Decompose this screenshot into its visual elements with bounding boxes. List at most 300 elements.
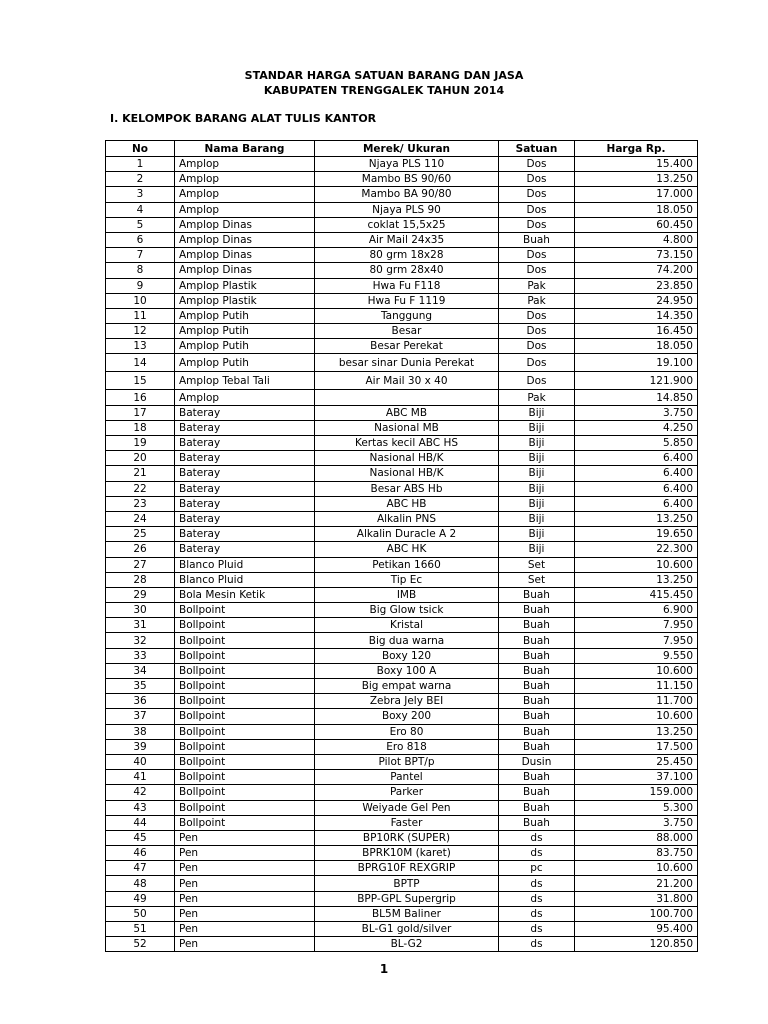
table-row — [106, 420, 698, 435]
cell-merek-ukuran: Big dua warna — [315, 633, 499, 648]
table-row — [106, 603, 698, 618]
header-no: No — [106, 141, 175, 157]
cell-satuan: Biji — [499, 436, 575, 451]
cell-satuan: Biji — [499, 527, 575, 542]
table-row — [106, 187, 698, 202]
cell-satuan: Dusin — [499, 754, 575, 769]
cell-nama-barang: Bollpoint — [175, 754, 315, 769]
cell-harga: 24.950 — [575, 293, 698, 308]
cell-no: 5 — [106, 217, 175, 232]
cell-merek-ukuran: Big empat warna — [315, 679, 499, 694]
cell-satuan: Biji — [499, 481, 575, 496]
cell-nama-barang: Amplop Putih — [175, 308, 315, 323]
cell-nama-barang: Amplop Dinas — [175, 217, 315, 232]
cell-satuan: ds — [499, 937, 575, 952]
cell-no: 14 — [106, 354, 175, 372]
cell-no: 44 — [106, 815, 175, 830]
cell-nama-barang: Pen — [175, 922, 315, 937]
table-row — [106, 846, 698, 861]
table-row — [106, 217, 698, 232]
cell-harga: 13.250 — [575, 572, 698, 587]
cell-nama-barang: Amplop Plastik — [175, 293, 315, 308]
cell-no: 24 — [106, 511, 175, 526]
price-table — [105, 140, 698, 952]
cell-harga: 10.600 — [575, 663, 698, 678]
cell-satuan: Biji — [499, 420, 575, 435]
cell-merek-ukuran: Hwa Fu F 1119 — [315, 293, 499, 308]
cell-satuan: Biji — [499, 496, 575, 511]
cell-merek-ukuran: Mambo BA 90/80 — [315, 187, 499, 202]
cell-satuan: Buah — [499, 770, 575, 785]
cell-nama-barang: Bollpoint — [175, 770, 315, 785]
table-row — [106, 679, 698, 694]
cell-no: 15 — [106, 372, 175, 390]
cell-harga: 60.450 — [575, 217, 698, 232]
cell-satuan: Buah — [499, 800, 575, 815]
cell-harga: 4.800 — [575, 232, 698, 247]
cell-no: 23 — [106, 496, 175, 511]
cell-merek-ukuran: BPRG10F REXGRIP — [315, 861, 499, 876]
cell-no: 20 — [106, 451, 175, 466]
table-row — [106, 496, 698, 511]
cell-merek-ukuran: Pilot BPT/p — [315, 754, 499, 769]
cell-harga: 88.000 — [575, 830, 698, 845]
cell-no: 11 — [106, 308, 175, 323]
section-title: I. KELOMPOK BARANG ALAT TULIS KANTOR — [110, 112, 377, 125]
table-row — [106, 293, 698, 308]
table-row — [106, 754, 698, 769]
table-row — [106, 694, 698, 709]
cell-merek-ukuran: besar sinar Dunia Perekat — [315, 354, 499, 372]
cell-no: 6 — [106, 232, 175, 247]
table-row — [106, 770, 698, 785]
cell-no: 7 — [106, 248, 175, 263]
cell-no: 36 — [106, 694, 175, 709]
cell-harga: 3.750 — [575, 405, 698, 420]
table-row — [106, 278, 698, 293]
cell-satuan: Set — [499, 557, 575, 572]
cell-merek-ukuran: Air Mail 30 x 40 — [315, 372, 499, 390]
cell-satuan: ds — [499, 891, 575, 906]
cell-nama-barang: Bollpoint — [175, 633, 315, 648]
cell-no: 50 — [106, 906, 175, 921]
cell-satuan: Dos — [499, 202, 575, 217]
cell-no: 16 — [106, 390, 175, 405]
cell-harga: 25.450 — [575, 754, 698, 769]
cell-satuan: Set — [499, 572, 575, 587]
table-row — [106, 202, 698, 217]
cell-satuan: ds — [499, 830, 575, 845]
cell-harga: 17.000 — [575, 187, 698, 202]
cell-merek-ukuran: BL-G1 gold/silver — [315, 922, 499, 937]
cell-satuan: Buah — [499, 618, 575, 633]
cell-satuan: Dos — [499, 263, 575, 278]
cell-nama-barang: Amplop Dinas — [175, 248, 315, 263]
cell-nama-barang: Bollpoint — [175, 648, 315, 663]
table-row — [106, 922, 698, 937]
cell-satuan: Dos — [499, 339, 575, 354]
cell-nama-barang: Bateray — [175, 466, 315, 481]
table-row — [106, 436, 698, 451]
cell-no: 34 — [106, 663, 175, 678]
cell-no: 19 — [106, 436, 175, 451]
cell-merek-ukuran — [315, 390, 499, 405]
table-row — [106, 572, 698, 587]
header-satuan: Satuan — [499, 141, 575, 157]
table-row — [106, 372, 698, 390]
cell-merek-ukuran: Air Mail 24x35 — [315, 232, 499, 247]
cell-nama-barang: Bateray — [175, 496, 315, 511]
table-row — [106, 937, 698, 952]
cell-merek-ukuran: Pantel — [315, 770, 499, 785]
cell-satuan: Dos — [499, 187, 575, 202]
cell-harga: 3.750 — [575, 815, 698, 830]
cell-harga: 6.400 — [575, 451, 698, 466]
cell-merek-ukuran: Weiyade Gel Pen — [315, 800, 499, 815]
cell-harga: 31.800 — [575, 891, 698, 906]
cell-nama-barang: Pen — [175, 906, 315, 921]
cell-merek-ukuran: Petikan 1660 — [315, 557, 499, 572]
cell-satuan: Dos — [499, 172, 575, 187]
cell-harga: 159.000 — [575, 785, 698, 800]
cell-nama-barang: Bateray — [175, 542, 315, 557]
cell-nama-barang: Bateray — [175, 527, 315, 542]
cell-harga: 16.450 — [575, 324, 698, 339]
cell-merek-ukuran: Njaya PLS 110 — [315, 157, 499, 172]
cell-merek-ukuran: Faster — [315, 815, 499, 830]
cell-no: 42 — [106, 785, 175, 800]
cell-satuan: Dos — [499, 324, 575, 339]
cell-satuan: Buah — [499, 694, 575, 709]
cell-nama-barang: Bollpoint — [175, 739, 315, 754]
cell-merek-ukuran: Njaya PLS 90 — [315, 202, 499, 217]
cell-nama-barang: Bateray — [175, 481, 315, 496]
cell-merek-ukuran: Alkalin PNS — [315, 511, 499, 526]
cell-merek-ukuran: IMB — [315, 587, 499, 602]
cell-no: 43 — [106, 800, 175, 815]
table-row — [106, 815, 698, 830]
cell-satuan: Pak — [499, 390, 575, 405]
cell-satuan: Buah — [499, 232, 575, 247]
cell-satuan: Buah — [499, 663, 575, 678]
header-nama-barang: Nama Barang — [175, 141, 315, 157]
table-row — [106, 354, 698, 372]
cell-nama-barang: Amplop — [175, 187, 315, 202]
cell-nama-barang: Bollpoint — [175, 815, 315, 830]
cell-no: 9 — [106, 278, 175, 293]
cell-nama-barang: Bola Mesin Ketik — [175, 587, 315, 602]
table-row — [106, 830, 698, 845]
cell-satuan: ds — [499, 906, 575, 921]
cell-merek-ukuran: Mambo BS 90/60 — [315, 172, 499, 187]
cell-satuan: Dos — [499, 157, 575, 172]
table-row — [106, 724, 698, 739]
table-row — [106, 324, 698, 339]
cell-harga: 83.750 — [575, 846, 698, 861]
cell-merek-ukuran: ABC HK — [315, 542, 499, 557]
cell-merek-ukuran: Hwa Fu F118 — [315, 278, 499, 293]
cell-no: 49 — [106, 891, 175, 906]
cell-harga: 10.600 — [575, 861, 698, 876]
cell-merek-ukuran: Tanggung — [315, 308, 499, 323]
cell-satuan: Biji — [499, 466, 575, 481]
cell-harga: 415.450 — [575, 587, 698, 602]
cell-no: 51 — [106, 922, 175, 937]
cell-harga: 10.600 — [575, 709, 698, 724]
cell-harga: 13.250 — [575, 724, 698, 739]
cell-satuan: Dos — [499, 217, 575, 232]
cell-merek-ukuran: Alkalin Duracle A 2 — [315, 527, 499, 542]
table-row — [106, 891, 698, 906]
cell-merek-ukuran: Kristal — [315, 618, 499, 633]
cell-harga: 21.200 — [575, 876, 698, 891]
cell-no: 3 — [106, 187, 175, 202]
cell-harga: 11.700 — [575, 694, 698, 709]
cell-satuan: Dos — [499, 354, 575, 372]
cell-satuan: Pak — [499, 278, 575, 293]
cell-nama-barang: Bollpoint — [175, 603, 315, 618]
cell-nama-barang: Amplop — [175, 157, 315, 172]
cell-nama-barang: Amplop Tebal Tali — [175, 372, 315, 390]
cell-merek-ukuran: Besar ABS Hb — [315, 481, 499, 496]
header-harga: Harga Rp. — [575, 141, 698, 157]
cell-harga: 74.200 — [575, 263, 698, 278]
cell-no: 48 — [106, 876, 175, 891]
table-row — [106, 263, 698, 278]
cell-nama-barang: Amplop Plastik — [175, 278, 315, 293]
cell-satuan: ds — [499, 876, 575, 891]
cell-merek-ukuran: BP10RK (SUPER) — [315, 830, 499, 845]
cell-merek-ukuran: BPP-GPL Supergrip — [315, 891, 499, 906]
cell-no: 52 — [106, 937, 175, 952]
cell-merek-ukuran: Tip Ec — [315, 572, 499, 587]
cell-nama-barang: Amplop Putih — [175, 324, 315, 339]
cell-harga: 18.050 — [575, 202, 698, 217]
cell-harga: 7.950 — [575, 618, 698, 633]
cell-nama-barang: Bollpoint — [175, 663, 315, 678]
cell-merek-ukuran: Ero 818 — [315, 739, 499, 754]
cell-merek-ukuran: BPRK10M (karet) — [315, 846, 499, 861]
table-row — [106, 618, 698, 633]
cell-merek-ukuran: BL-G2 — [315, 937, 499, 952]
cell-merek-ukuran: Ero 80 — [315, 724, 499, 739]
cell-nama-barang: Pen — [175, 937, 315, 952]
cell-nama-barang: Amplop — [175, 172, 315, 187]
cell-nama-barang: Amplop Putih — [175, 339, 315, 354]
cell-no: 18 — [106, 420, 175, 435]
cell-nama-barang: Bateray — [175, 420, 315, 435]
cell-satuan: Buah — [499, 709, 575, 724]
cell-nama-barang: Amplop Dinas — [175, 263, 315, 278]
cell-harga: 7.950 — [575, 633, 698, 648]
cell-merek-ukuran: Boxy 120 — [315, 648, 499, 663]
cell-no: 29 — [106, 587, 175, 602]
table-row — [106, 542, 698, 557]
cell-no: 22 — [106, 481, 175, 496]
table-row — [106, 451, 698, 466]
table-row — [106, 739, 698, 754]
cell-nama-barang: Amplop — [175, 202, 315, 217]
cell-harga: 17.500 — [575, 739, 698, 754]
table-row — [106, 339, 698, 354]
document-title-line1: STANDAR HARGA SATUAN BARANG DAN JASA — [244, 69, 524, 82]
cell-harga: 6.400 — [575, 466, 698, 481]
cell-harga: 13.250 — [575, 172, 698, 187]
cell-no: 35 — [106, 679, 175, 694]
table-row — [106, 308, 698, 323]
table-row — [106, 405, 698, 420]
cell-harga: 5.300 — [575, 800, 698, 815]
cell-no: 26 — [106, 542, 175, 557]
cell-merek-ukuran: coklat 15,5x25 — [315, 217, 499, 232]
cell-no: 12 — [106, 324, 175, 339]
cell-no: 2 — [106, 172, 175, 187]
cell-harga: 121.900 — [575, 372, 698, 390]
cell-harga: 6.400 — [575, 496, 698, 511]
header-merek-ukuran: Merek/ Ukuran — [315, 141, 499, 157]
cell-no: 47 — [106, 861, 175, 876]
cell-merek-ukuran: 80 grm 28x40 — [315, 263, 499, 278]
table-row — [106, 557, 698, 572]
cell-no: 30 — [106, 603, 175, 618]
cell-no: 41 — [106, 770, 175, 785]
cell-nama-barang: Blanco Pluid — [175, 572, 315, 587]
cell-nama-barang: Bateray — [175, 451, 315, 466]
cell-satuan: Buah — [499, 739, 575, 754]
cell-no: 1 — [106, 157, 175, 172]
cell-nama-barang: Pen — [175, 891, 315, 906]
cell-merek-ukuran: Nasional HB/K — [315, 451, 499, 466]
table-row — [106, 466, 698, 481]
cell-satuan: Buah — [499, 587, 575, 602]
cell-nama-barang: Bollpoint — [175, 709, 315, 724]
cell-nama-barang: Amplop — [175, 390, 315, 405]
table-row — [106, 906, 698, 921]
cell-harga: 5.850 — [575, 436, 698, 451]
cell-no: 17 — [106, 405, 175, 420]
cell-merek-ukuran: Parker — [315, 785, 499, 800]
cell-harga: 37.100 — [575, 770, 698, 785]
cell-harga: 9.550 — [575, 648, 698, 663]
table-row — [106, 587, 698, 602]
table-row — [106, 232, 698, 247]
cell-harga: 19.100 — [575, 354, 698, 372]
cell-nama-barang: Bateray — [175, 405, 315, 420]
cell-merek-ukuran: Boxy 200 — [315, 709, 499, 724]
cell-merek-ukuran: Zebra Jely BEI — [315, 694, 499, 709]
cell-satuan: Buah — [499, 633, 575, 648]
cell-harga: 95.400 — [575, 922, 698, 937]
cell-no: 28 — [106, 572, 175, 587]
cell-satuan: Biji — [499, 511, 575, 526]
cell-merek-ukuran: Nasional HB/K — [315, 466, 499, 481]
cell-no: 4 — [106, 202, 175, 217]
cell-no: 21 — [106, 466, 175, 481]
table-row — [106, 709, 698, 724]
cell-merek-ukuran: Besar Perekat — [315, 339, 499, 354]
table-body — [106, 157, 698, 952]
table-row — [106, 633, 698, 648]
cell-satuan: Pak — [499, 293, 575, 308]
cell-harga: 15.400 — [575, 157, 698, 172]
cell-harga: 6.900 — [575, 603, 698, 618]
cell-nama-barang: Bateray — [175, 511, 315, 526]
table-row — [106, 785, 698, 800]
cell-merek-ukuran: ABC MB — [315, 405, 499, 420]
cell-harga: 10.600 — [575, 557, 698, 572]
cell-merek-ukuran: Big Glow tsick — [315, 603, 499, 618]
cell-harga: 23.850 — [575, 278, 698, 293]
cell-satuan: Biji — [499, 405, 575, 420]
cell-nama-barang: Bollpoint — [175, 618, 315, 633]
cell-nama-barang: Blanco Pluid — [175, 557, 315, 572]
cell-harga: 11.150 — [575, 679, 698, 694]
cell-merek-ukuran: 80 grm 18x28 — [315, 248, 499, 263]
cell-satuan: Biji — [499, 451, 575, 466]
cell-satuan: ds — [499, 846, 575, 861]
cell-nama-barang: Bollpoint — [175, 800, 315, 815]
document-title-line2: KABUPATEN TRENGGALEK TAHUN 2014 — [263, 84, 505, 97]
cell-satuan: Dos — [499, 308, 575, 323]
cell-no: 25 — [106, 527, 175, 542]
table-row — [106, 172, 698, 187]
cell-harga: 13.250 — [575, 511, 698, 526]
cell-satuan: Buah — [499, 815, 575, 830]
cell-satuan: Biji — [499, 542, 575, 557]
cell-nama-barang: Bollpoint — [175, 724, 315, 739]
table-row — [106, 157, 698, 172]
cell-nama-barang: Pen — [175, 861, 315, 876]
table-header-row — [106, 141, 698, 157]
cell-satuan: Buah — [499, 603, 575, 618]
cell-merek-ukuran: Nasional MB — [315, 420, 499, 435]
cell-satuan: ds — [499, 922, 575, 937]
cell-merek-ukuran: BPTP — [315, 876, 499, 891]
cell-no: 32 — [106, 633, 175, 648]
cell-nama-barang: Bollpoint — [175, 694, 315, 709]
cell-harga: 6.400 — [575, 481, 698, 496]
table-row — [106, 663, 698, 678]
table-row — [106, 527, 698, 542]
cell-no: 13 — [106, 339, 175, 354]
cell-harga: 73.150 — [575, 248, 698, 263]
cell-no: 10 — [106, 293, 175, 308]
table-row — [106, 248, 698, 263]
cell-nama-barang: Pen — [175, 876, 315, 891]
cell-satuan: Buah — [499, 679, 575, 694]
cell-no: 40 — [106, 754, 175, 769]
cell-satuan: Dos — [499, 372, 575, 390]
cell-harga: 120.850 — [575, 937, 698, 952]
cell-no: 27 — [106, 557, 175, 572]
cell-no: 45 — [106, 830, 175, 845]
cell-harga: 22.300 — [575, 542, 698, 557]
cell-no: 39 — [106, 739, 175, 754]
cell-harga: 14.350 — [575, 308, 698, 323]
cell-nama-barang: Bollpoint — [175, 679, 315, 694]
cell-merek-ukuran: BL5M Baliner — [315, 906, 499, 921]
table-row — [106, 876, 698, 891]
cell-harga: 4.250 — [575, 420, 698, 435]
cell-no: 38 — [106, 724, 175, 739]
table-row — [106, 481, 698, 496]
table-row — [106, 861, 698, 876]
cell-no: 31 — [106, 618, 175, 633]
cell-satuan: Buah — [499, 648, 575, 663]
cell-nama-barang: Bateray — [175, 436, 315, 451]
table-row — [106, 390, 698, 405]
cell-nama-barang: Amplop Putih — [175, 354, 315, 372]
